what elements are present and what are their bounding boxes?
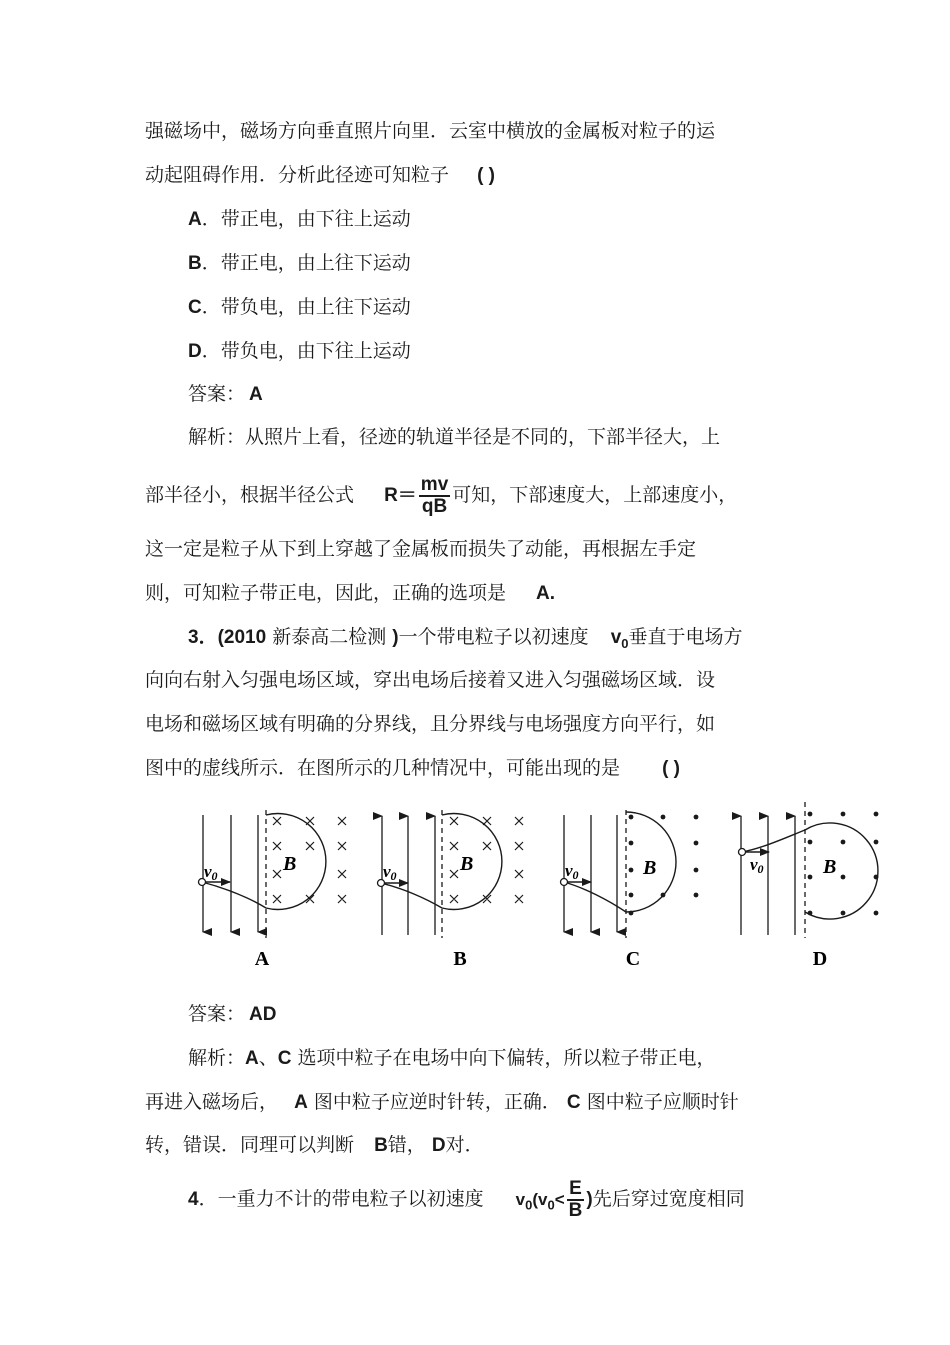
q3-stem-line3: 电场和磁场区域有明确的分界线，且分界线与电场强度方向平行，如 <box>145 713 716 735</box>
q3-stem-text4: 图中的虚线所示．在图所示的几种情况中，可能出现的是 <box>145 757 621 779</box>
panel-c-trajectory <box>564 812 676 912</box>
panel-d <box>739 802 879 970</box>
q3-analysis-label: 解析： <box>188 1047 246 1069</box>
q4-fraction-denominator: B <box>568 1199 583 1221</box>
q4-number: 4 <box>188 1189 199 1210</box>
q4-e-over-b-fraction <box>567 1179 585 1221</box>
panel-a <box>199 810 347 970</box>
q3-analysis-a2: A <box>294 1092 308 1113</box>
q3-analysis-text3-mid: 错， <box>387 1134 426 1156</box>
panel-c-label: C <box>625 948 641 970</box>
q3-analysis-text2-pre: 再进入磁场后， <box>145 1091 279 1113</box>
q3-answer-value: AD <box>249 1004 277 1025</box>
q2-answer-paren: ( ) <box>477 165 495 186</box>
q4-v0 <box>515 1190 565 1213</box>
q3-analysis-text3-post: 对． <box>445 1134 484 1156</box>
q2-analysis-answer: A. <box>536 583 556 604</box>
q3-analysis-d: D <box>431 1135 446 1156</box>
q3-stem-text1-end: 垂直于电场方 <box>628 626 743 648</box>
q2-option-a <box>188 206 411 233</box>
q2-analysis-label: 解析： <box>188 426 246 448</box>
q2-analysis-text2-pre: 部半径小，根据半径公式 <box>145 484 355 506</box>
q2-option-b <box>188 250 411 277</box>
panel-c-v0-label: v0 <box>565 861 579 882</box>
q3-analysis-a: A <box>245 1048 259 1069</box>
panel-d-v0-label: v0 <box>750 855 764 876</box>
q3-stem-text1: 一个带电粒子以初速度 <box>398 626 589 648</box>
q2-analysis-line4 <box>145 580 555 607</box>
q2-analysis-line2 <box>145 472 737 519</box>
q3-source-close: ) <box>392 627 399 648</box>
q3-analysis-text2-mid: 图中粒子应逆时针转，正确． <box>313 1091 561 1113</box>
q2-option-a-letter: A <box>188 209 202 230</box>
q2-analysis-line1 <box>188 424 720 450</box>
q2-option-d-letter: D <box>188 341 202 362</box>
q3-v0 <box>610 627 629 651</box>
radius-formula-fraction <box>419 475 450 517</box>
q3-v0-symbol: v <box>610 627 622 648</box>
field-figure <box>180 800 900 980</box>
panel-a-label: A <box>254 948 270 970</box>
panel-b-v0-label: v0 <box>383 862 397 883</box>
q3-answer-paren: ( ) <box>662 758 680 779</box>
q4-fraction-numerator: E <box>567 1179 585 1201</box>
q3-analysis-text1: 选项中粒子在电场中向下偏转，所以粒子带正电， <box>297 1047 716 1069</box>
q3-analysis-line3 <box>145 1132 484 1159</box>
panel-d-field-label: B <box>823 856 837 878</box>
q3-analysis-line2 <box>145 1089 739 1116</box>
q2-analysis-text4: 则，可知粒子带正电，因此，正确的选项是 <box>145 582 507 604</box>
q2-option-b-text: ．带正电，由上往下运动 <box>201 252 411 274</box>
panel-a-v0-label: v0 <box>204 862 218 883</box>
q2-option-d <box>188 338 411 365</box>
q2-option-c-letter: C <box>188 297 202 318</box>
q2-stem-text: 动起阻碍作用．分析此径迹可知粒子 <box>145 164 450 186</box>
q2-option-c-text: ．带负电，由上往下运动 <box>201 296 411 318</box>
q2-stem-line1: 强磁场中，磁场方向垂直照片向里．云室中横放的金属板对粒子的运 <box>145 120 716 142</box>
radius-formula-lhs: R＝ <box>384 485 417 506</box>
q3-answer-label: 答案： <box>188 1003 246 1025</box>
q3-stem-line2: 向向右射入匀强电场区域，穿出电场后接着又进入匀强磁场区域．设 <box>145 669 716 691</box>
q4-paren-open: (v <box>532 1190 548 1209</box>
q2-option-c <box>188 294 411 321</box>
q2-option-b-letter: B <box>188 253 202 274</box>
q2-analysis-line3: 这一定是粒子从下到上穿越了金属板而损失了动能，再根据左手定 <box>145 538 697 560</box>
panel-d-field-lines <box>741 816 795 935</box>
q4-v0-symbol: v <box>515 1190 526 1209</box>
q3-analysis-c2: C <box>566 1092 581 1113</box>
radius-formula-numerator: mv <box>420 473 449 495</box>
q4-paren-subscript: 0 <box>547 1197 555 1213</box>
panel-b <box>378 810 524 970</box>
q3-analysis-line1 <box>188 1045 716 1072</box>
q3-answer <box>188 1001 276 1028</box>
q3-analysis-text2-post: 图中粒子应顺时针 <box>586 1091 739 1113</box>
q3-analysis-c: C <box>277 1048 292 1069</box>
panel-b-field-label: B <box>460 853 474 875</box>
panel-c <box>561 810 699 970</box>
panel-c-field-label: B <box>643 857 657 879</box>
q3-v0-subscript: 0 <box>621 635 629 651</box>
q2-answer-label: 答案： <box>188 383 246 405</box>
q4-v0-subscript: 0 <box>525 1197 533 1213</box>
q3-source-name: 新泰高二检测 <box>272 626 387 648</box>
q4-stem-text-post: 先后穿过宽度相同 <box>592 1188 745 1210</box>
q4-paren-close: ) <box>586 1189 593 1210</box>
q3-analysis-b: B <box>374 1135 388 1156</box>
q4-stem-text: ．一重力不计的带电粒子以初速度 <box>198 1188 484 1210</box>
panel-a-trajectory <box>202 814 326 910</box>
panel-a-field-label: B <box>283 853 297 875</box>
q2-answer-value: A <box>249 384 263 405</box>
q2-analysis-text1: 从照片上看，径迹的轨道半径是不同的，下部半径大，上 <box>245 426 721 448</box>
q2-analysis-text2-post: 可知，下部速度大，上部速度小， <box>452 484 738 506</box>
q2-option-d-text: ．带负电，由下往上运动 <box>201 340 411 362</box>
q2-answer <box>188 381 263 408</box>
q2-stem-line2 <box>145 162 495 189</box>
q4-stem-line1 <box>188 1176 745 1228</box>
radius-formula-denominator: qB <box>421 495 448 517</box>
q3-analysis-text3-pre: 转，错误．同理可以判断 <box>145 1134 355 1156</box>
q4-less-than: < <box>554 1190 565 1209</box>
q3-source: ．(2010 <box>198 627 267 648</box>
panel-d-particle <box>739 849 746 856</box>
q3-stem-line1 <box>188 624 743 657</box>
q3-stem-line4 <box>145 755 680 782</box>
q3-analysis-sep: 、 <box>258 1047 278 1069</box>
q3-number: 3 <box>188 627 199 648</box>
panel-d-label: D <box>812 948 828 970</box>
panel-b-label: B <box>453 948 467 970</box>
q2-option-a-text: ．带正电，由下往上运动 <box>201 208 411 230</box>
